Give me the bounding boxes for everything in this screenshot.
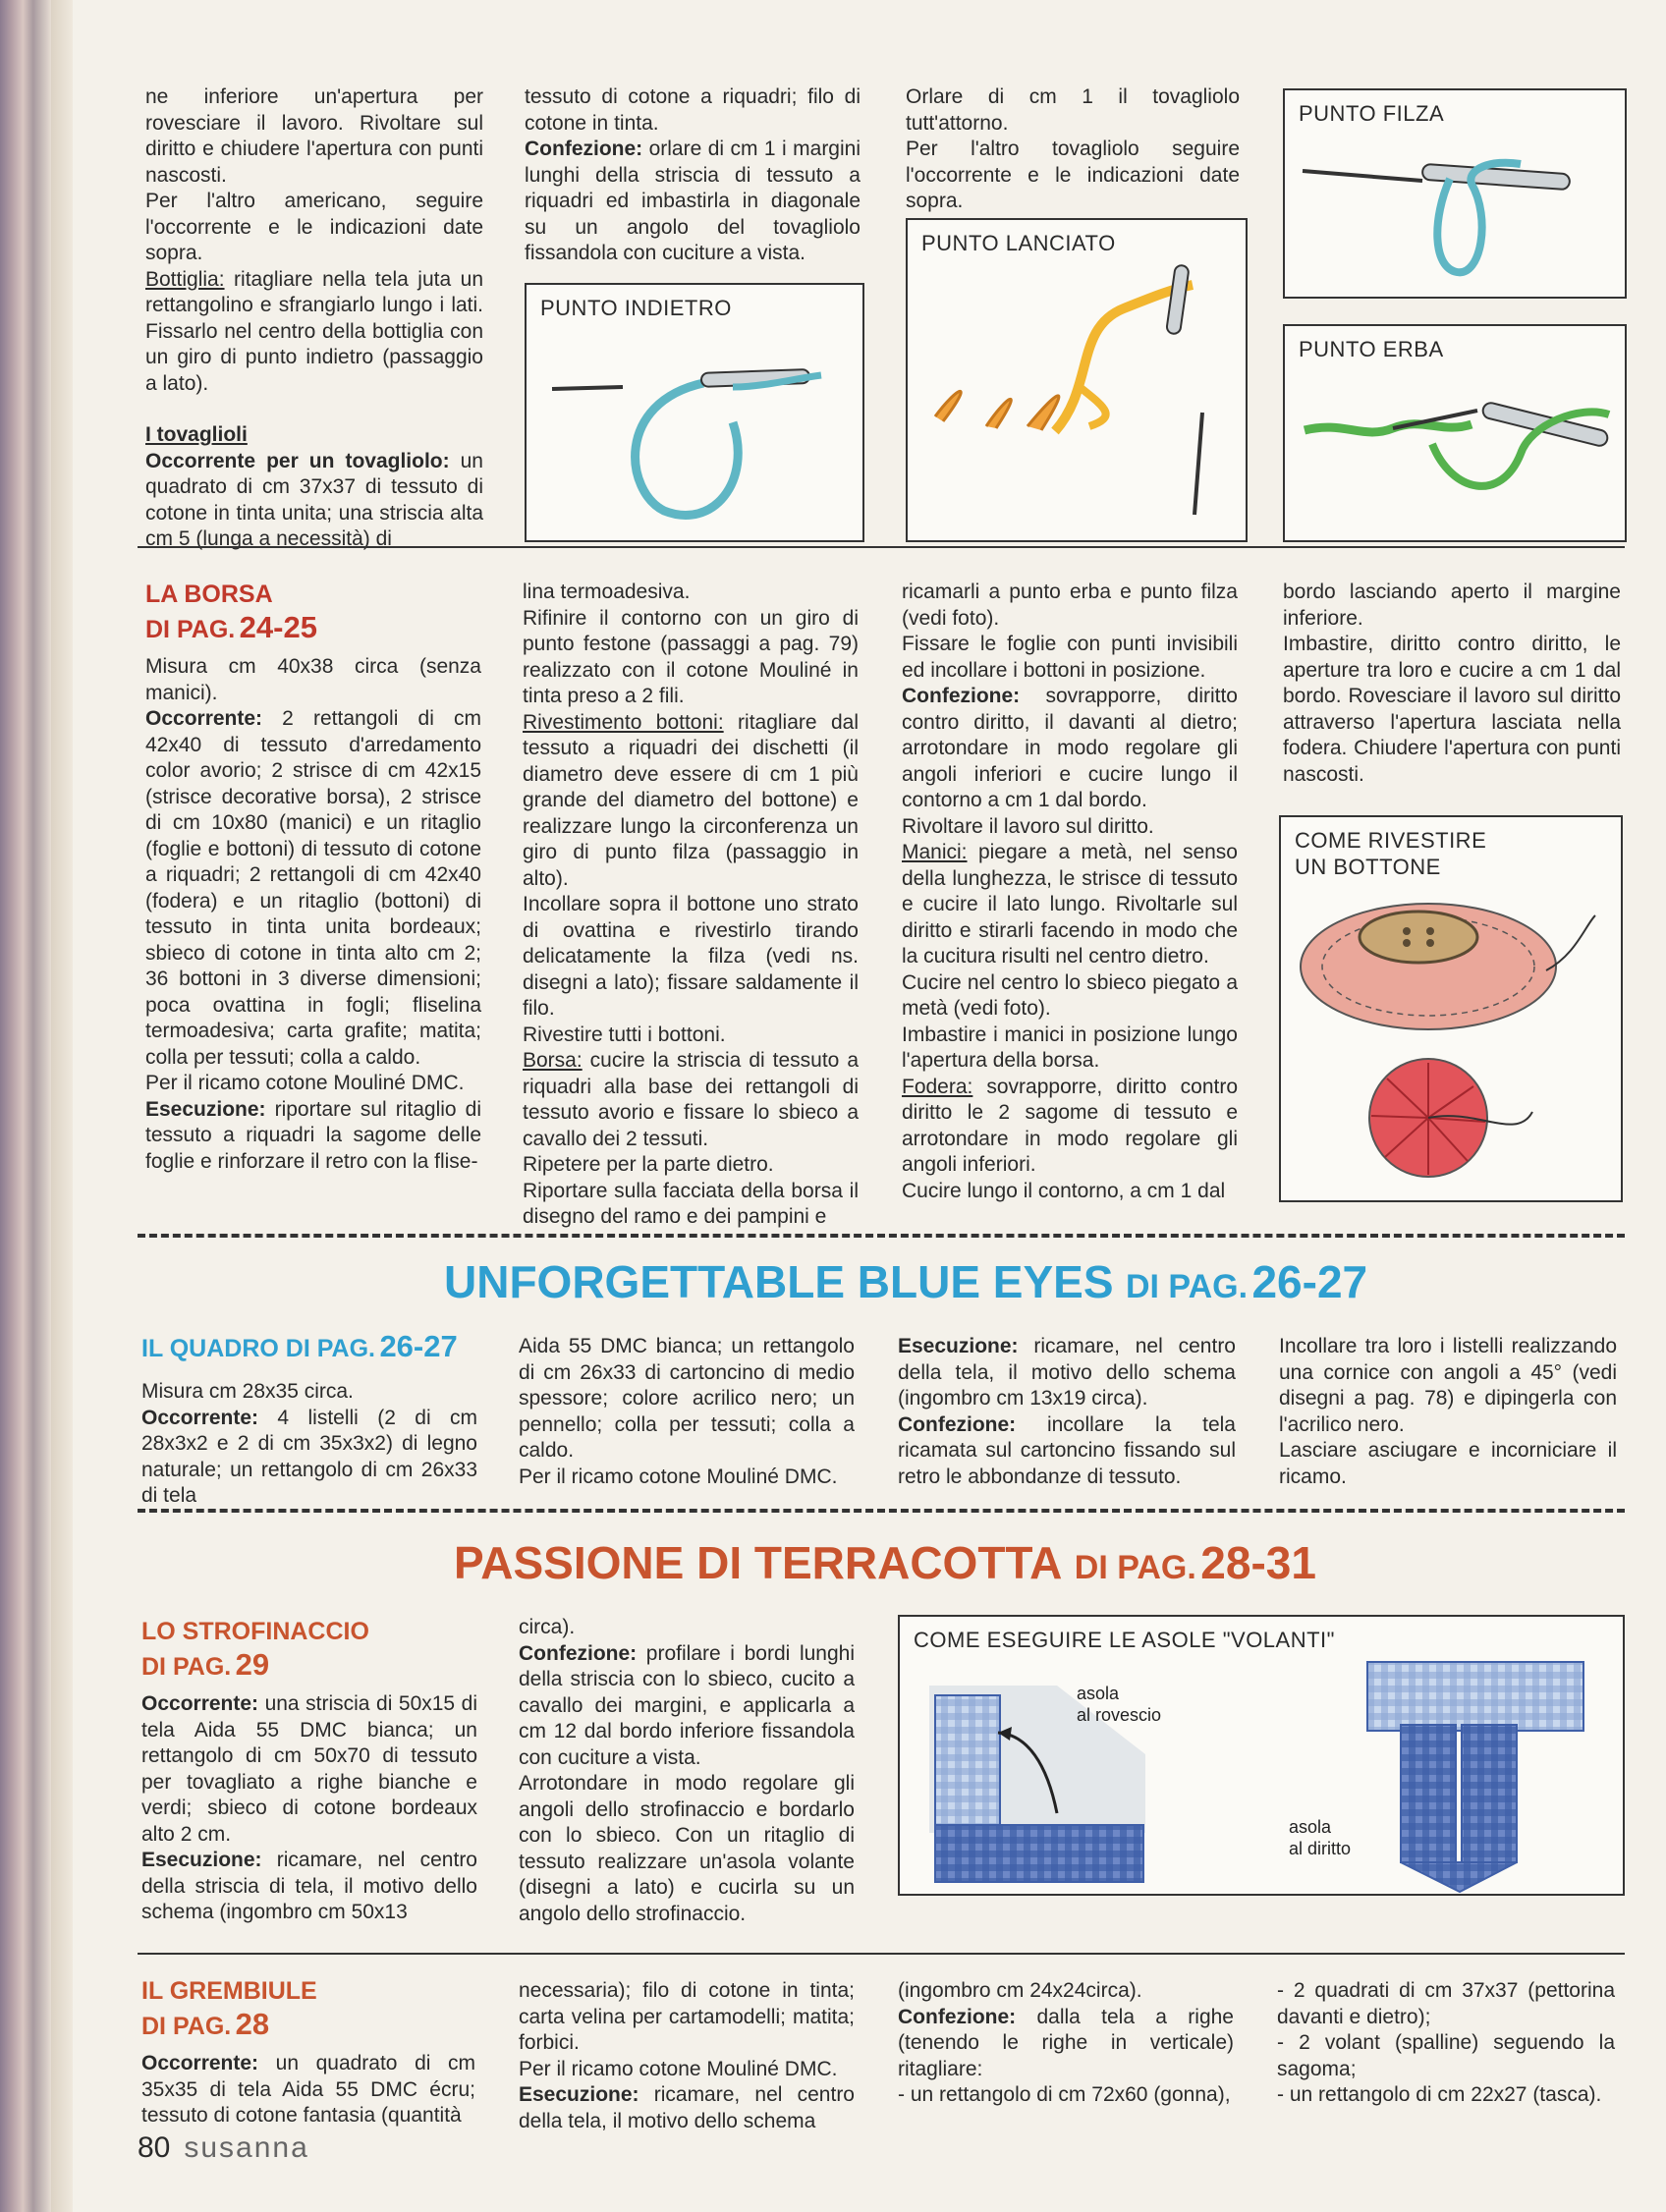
label-confezione: Confezione:	[525, 138, 643, 160]
paragraph: Rivoltare il lavoro sul diritto.	[902, 814, 1154, 838]
stitch-illustration	[908, 220, 1246, 540]
paragraph: ricamarli a punto erba e punto filza (vedi foto).	[902, 581, 1238, 630]
paragraph: Incollare tra loro i listelli realizzando una cornice con angoli a 45° (vedi disegni a pag. 78) e dipingerla con l'acrilico nero.	[1279, 1335, 1617, 1436]
paragraph: - un rettangolo di cm 22x27 (tasca).	[1277, 2083, 1602, 2106]
paragraph: - un rettangolo di cm 72x60 (gonna),	[898, 2083, 1231, 2106]
top-col-3	[906, 84, 1240, 215]
asola-label-line: al rovescio	[1077, 1705, 1162, 1725]
text: profilare i bordi lunghi della striscia con lo sbieco, cucito a cavallo dei margini, e applicarla a cm 12 dal bordo inferiore fissandola con cuciture a vista.	[519, 1641, 855, 1769]
stitch-illustration	[527, 285, 862, 540]
heading-line	[141, 2008, 317, 2047]
heading-grembiule	[141, 1974, 317, 2047]
paragraph: bordo lasciando aperto il margine inferiore.	[1283, 581, 1621, 630]
borsa-col-4	[1283, 580, 1621, 788]
paragraph	[519, 1641, 855, 1772]
paragraph	[141, 1691, 477, 1848]
top-col-1	[145, 84, 483, 553]
heading-la-borsa	[145, 578, 317, 650]
paragraph: - 2 quadrati di cm 37x37 (pettorina davanti e dietro);	[1277, 1979, 1615, 2028]
paragraph: Cucire nel centro lo sbieco piegato a metà (vedi foto).	[902, 970, 1238, 1020]
asole-illustration	[900, 1617, 1623, 1894]
paragraph	[145, 267, 483, 398]
text: orlare di cm 1 i margini lunghi della striscia di tessuto a riquadri ed imbastirla in diagonale su un angolo del tovagliolo fissandola con cuciture a vista.	[525, 138, 861, 264]
title-terracotta	[454, 1538, 1316, 1599]
text: sovrapporre, diritto contro diritto le 2 sagome di tessuto e arrotondare in modo regolare gli angoli inferiori.	[902, 1075, 1238, 1176]
label-fodera: Fodera:	[902, 1075, 973, 1098]
blue-col-3	[898, 1334, 1236, 1490]
paragraph	[141, 2051, 475, 2129]
text: ritagliare nella tela juta un rettangolino e sfrangiarlo lungo i lati. Fissarlo nel centro della bottiglia con un giro di punto indietro (passaggio a lato).	[145, 267, 483, 395]
text: 2 rettangoli di cm 42x40 di tessuto d'arredamento color avorio; 2 strisce di cm 42x15 (strisce decorative borsa), 2 strisce di cm 10x80 (manici) e un ritaglio (foglie e bottoni) di tessuto di cotone a riquadri; 2 rettangoli di cm 42x40 (fodera) e un ritaglio (bottoni) di tessuto in tinta unita bordeaux; sbieco di cotone in tinta alto cm 2; 36 bottoni in 3 diverse dimensioni; poca ovattina in fogli; fliselina termoadesiva; carta grafite; matita; colla per tessuti; colla a caldo.	[145, 707, 481, 1069]
figure-punto-filza	[1283, 88, 1627, 299]
grembiule-col-2	[519, 1978, 855, 2134]
paragraph	[141, 1406, 477, 1510]
label-occorrente: Occorrente:	[141, 1692, 259, 1715]
stitch-illustration	[1285, 90, 1625, 297]
paragraph	[523, 710, 859, 893]
asola-label-line: asola	[1289, 1817, 1332, 1837]
paragraph: Aida 55 DMC bianca; un rettangolo di cm 26x33 di cartoncino di medio spessore; colore acrilico nero; un pennello; colla per tessuti; colla a caldo.	[519, 1335, 855, 1462]
title-pages: 28-31	[1200, 1537, 1316, 1588]
text: piegare a metà, nel senso della lunghezza, le strisce di tessuto e cucire il lato lungo. Rivoltarle sul diritto e stirarli facendo in modo che la cucitura risulti nel centro dietro.	[902, 841, 1238, 968]
label-esecuzione: Esecuzione:	[898, 1335, 1019, 1357]
figure-punto-erba	[1283, 324, 1627, 542]
text: un quadrato di cm 35x35 di tela Aida 55 DMC écru; tessuto di cotone fantasia (quantità	[141, 2052, 475, 2127]
text: cucire la striscia di tessuto a riquadri alla base dei rettangoli di tessuto avorio e fissare lo sbieco a cavallo dei 2 tessuti.	[523, 1049, 859, 1150]
caption-line: UN BOTTONE	[1295, 855, 1441, 879]
paragraph	[902, 1075, 1238, 1179]
page-number: 80	[138, 2131, 171, 2164]
title-pages: 26-27	[1251, 1256, 1368, 1307]
paragraph	[898, 2005, 1234, 2083]
figure-caption: PUNTO LANCIATO	[921, 231, 1116, 255]
paragraph: (ingombro cm 24x24circa).	[898, 1979, 1142, 2002]
title-pre: DI PAG.	[1125, 1268, 1249, 1305]
stitch-illustration	[1285, 326, 1625, 540]
label-confezione: Confezione:	[898, 1412, 1017, 1436]
blue-col-1	[141, 1379, 477, 1510]
label-esecuzione: Esecuzione:	[145, 1097, 266, 1121]
heading-strofinaccio	[141, 1615, 369, 1687]
paragraph: ne inferiore un'apertura per rovesciare il lavoro. Rivoltare sul diritto e chiudere l'apertura con punti nascosti.	[145, 85, 483, 187]
label-occorrente: Occorrente per un tovagliolo:	[145, 449, 450, 472]
heading-line	[141, 1648, 369, 1687]
figure-caption: PUNTO ERBA	[1299, 337, 1444, 361]
figure-caption: COME ESEGUIRE LE ASOLE "VOLANTI"	[914, 1628, 1335, 1652]
paragraph: tessuto di cotone a riquadri; filo di cotone in tinta.	[525, 85, 861, 135]
heading-line: LA BORSA	[145, 581, 273, 608]
text: dalla tela a righe (tenendo le righe in verticale) ritagliare:	[898, 2005, 1234, 2080]
paragraph: Fissare le foglie con punti invisibili ed incollare i bottoni in posizione.	[902, 633, 1238, 682]
heading-line	[145, 611, 317, 650]
paragraph	[898, 1412, 1236, 1491]
paragraph	[523, 1048, 859, 1152]
borsa-col-2	[523, 580, 859, 1231]
label-manici: Manici:	[902, 841, 968, 863]
paragraph: Imbastire, diritto contro diritto, le aperture tra loro e cucire a cm 1 dal bordo. Rovesciare il lavoro sul diritto attraverso l'apertura lasciata nella fodera. Chiudere l'apertura con punti nascosti.	[1283, 633, 1621, 786]
label-occorrente: Occorrente:	[141, 1406, 259, 1429]
paragraph	[141, 1848, 477, 1926]
text: ritagliare dal tessuto a riquadri dei dischetti (il diametro deve essere di cm 1 più grande del diametro del bottone) e realizzare lungo la circonferenza un giro di punto filza (passaggio in alto).	[523, 710, 859, 890]
section-divider	[138, 1953, 1625, 1955]
paragraph: necessaria); filo di cotone in tinta; carta velina per cartamodelli; matita; forbici.	[519, 1979, 855, 2054]
figure-rivestire-bottone	[1279, 815, 1623, 1202]
paragraph: Per l'altro americano, seguire l'occorrente e le indicazioni date sopra.	[145, 190, 483, 264]
paragraph	[145, 1097, 481, 1176]
label-confezione: Confezione:	[898, 2005, 1017, 2028]
figure-punto-lanciato	[906, 218, 1248, 542]
title-pre: DI PAG.	[1074, 1549, 1196, 1586]
paragraph: - 2 volant (spalline) seguendo la sagoma;	[1277, 2031, 1615, 2080]
heading-line: LO STROFINACCIO	[141, 1618, 369, 1645]
text: ricamare, nel centro della tela, il motivo dello schema (ingombro cm 13x19 circa).	[898, 1335, 1236, 1410]
strof-col-2	[519, 1615, 855, 1927]
paragraph: Orlare di cm 1 il tovagliolo tutt'attorno.	[906, 85, 1240, 135]
paragraph: Incollare sopra il bottone uno strato di ovattina e rivestirlo tirando delicatamente la filza (vedi ns. disegni a lato); fissare saldamente il filo.	[523, 893, 859, 1020]
paragraph: Cucire lungo il contorno, a cm 1 dal	[902, 1179, 1226, 1202]
paragraph	[902, 684, 1238, 814]
label-confezione: Confezione:	[519, 1641, 638, 1665]
label-occorrente: Occorrente:	[145, 707, 263, 730]
asola-label-line: asola	[1077, 1684, 1120, 1703]
heading-pre: DI PAG.	[141, 1653, 232, 1681]
top-col-2	[525, 84, 861, 267]
heading-pages: 24-25	[239, 610, 317, 644]
heading-pre: DI PAG.	[141, 2013, 232, 2040]
paragraph	[145, 706, 481, 1071]
paragraph: Lasciare asciugare e incorniciare il ricamo.	[1279, 1439, 1617, 1488]
grembiule-col-1	[141, 2051, 475, 2129]
heading-pre: IL QUADRO DI PAG.	[141, 1335, 375, 1362]
paragraph: circa).	[519, 1616, 576, 1638]
text: sovrapporre, diritto contro diritto, il davanti al dietro; arrotondare in modo regolare gli angoli inferiori e cucire lungo il contorno a cm 1 dal bordo.	[902, 685, 1238, 811]
paragraph: Per il ricamo cotone Mouliné DMC.	[519, 2057, 838, 2080]
figure-asole-volanti	[898, 1615, 1625, 1896]
paragraph: Misura cm 28x35 circa.	[141, 1380, 354, 1403]
text: incollare la tela ricamata sul cartoncino fissando sul retro le abbondanze di tessuto.	[898, 1412, 1236, 1488]
paragraph: Per il ricamo cotone Mouliné DMC.	[519, 1465, 838, 1488]
paragraph	[902, 840, 1238, 970]
paragraph: Per l'altro tovagliolo seguire l'occorrente e le indicazioni date sopra.	[906, 138, 1240, 212]
asola-label-line: al diritto	[1289, 1839, 1352, 1858]
heading-pages: 29	[235, 1647, 270, 1682]
label-confezione: Confezione:	[902, 685, 1021, 707]
text: ricamare, nel centro della tela, il motivo dello schema	[519, 2083, 855, 2132]
grembiule-col-4	[1277, 1978, 1615, 2109]
heading-line: IL GREMBIULE	[141, 1977, 317, 2005]
paragraph: lina termoadesiva.	[523, 581, 691, 603]
borsa-col-3	[902, 580, 1238, 1204]
label-esecuzione: Esecuzione:	[141, 1849, 262, 1871]
label-rivestimento: Rivestimento bottoni:	[523, 710, 724, 734]
heading-pages: 26-27	[379, 1329, 458, 1363]
paragraph: Per il ricamo cotone Mouliné DMC.	[145, 1072, 465, 1094]
figure-caption: PUNTO INDIETRO	[540, 296, 732, 320]
page-footer	[138, 2131, 309, 2165]
label-borsa: Borsa:	[523, 1049, 583, 1072]
dashed-divider	[138, 1509, 1625, 1513]
borsa-col-1	[145, 654, 481, 1175]
text: riportare sul ritaglio di tessuto a riquadri la sagome delle foglie e rinforzare il retro con la flise-	[145, 1097, 481, 1173]
subheading-tovaglioli: I tovaglioli	[145, 423, 248, 446]
paragraph: Imbastire i manici in posizione lungo l'apertura della borsa.	[902, 1023, 1238, 1072]
text: 4 listelli (2 di cm 28x3x2 e 2 di cm 35x3x2) di legno naturale; un rettangolo di cm 26x33 di tela	[141, 1406, 477, 1507]
label-occorrente: Occorrente:	[141, 2052, 259, 2074]
paragraph	[145, 449, 483, 553]
label-esecuzione: Esecuzione:	[519, 2083, 639, 2106]
strof-col-1	[141, 1691, 477, 1926]
paragraph	[525, 137, 861, 267]
binding-edge	[0, 0, 51, 2212]
figure-caption: PUNTO FILZA	[1299, 101, 1445, 126]
grembiule-col-3	[898, 1978, 1234, 2109]
magazine-brand: susanna	[184, 2131, 309, 2164]
label-bottiglia: Bottiglia:	[145, 267, 225, 291]
dashed-divider	[138, 1234, 1625, 1238]
paragraph	[519, 2082, 855, 2134]
paragraph	[898, 1334, 1236, 1412]
paragraph: Rifinire il contorno con un giro di punto festone (passaggi a pag. 79) realizzato con il cotone Mouliné in tinta preso a 2 fili.	[523, 606, 859, 707]
paragraph: Misura cm 40x38 circa (senza manici).	[145, 655, 481, 704]
blue-col-4	[1279, 1334, 1617, 1490]
button-illustration	[1281, 817, 1621, 1200]
paragraph: Ripetere per la parte dietro.	[523, 1153, 774, 1176]
title-main: UNFORGETTABLE BLUE EYES	[444, 1256, 1114, 1307]
heading-pre: DI PAG.	[145, 616, 236, 643]
paragraph: Arrotondare in modo regolare gli angoli dello strofinaccio e bordarlo con lo sbieco. Con un ritaglio di tessuto realizzare un'asola volante (disegni a lato) e cucirla su un angolo dello strofinaccio.	[519, 1772, 855, 1925]
paragraph: Riportare sulla facciata della borsa il disegno del ramo e dei pampini e	[523, 1179, 859, 1228]
title-main: PASSIONE DI TERRACOTTA	[454, 1537, 1063, 1588]
text: un quadrato di cm 37x37 di tessuto di cotone in tinta unita; una striscia alta cm 5 (lunga a necessità) di	[145, 449, 483, 550]
paragraph: Rivestire tutti i bottoni.	[523, 1023, 726, 1046]
caption-line: COME RIVESTIRE	[1295, 828, 1487, 853]
section-divider	[138, 546, 1625, 548]
heading-pages: 28	[235, 2007, 270, 2041]
binding-shadow	[51, 0, 73, 2212]
text: ricamare, nel centro della striscia di tela, il motivo dello schema (ingombro cm 50x13	[141, 1849, 477, 1923]
blue-col-2	[519, 1334, 855, 1490]
heading-quadro	[141, 1330, 458, 1369]
figure-punto-indietro	[525, 283, 864, 542]
title-blue-eyes	[444, 1257, 1367, 1318]
text: una striscia di 50x15 di tela Aida 55 DMC bianca; un rettangolo di cm 50x70 di tessuto per tovagliato a righe bianche e verdi; sbieco di cotone bordeaux alto 2 cm.	[141, 1692, 477, 1846]
